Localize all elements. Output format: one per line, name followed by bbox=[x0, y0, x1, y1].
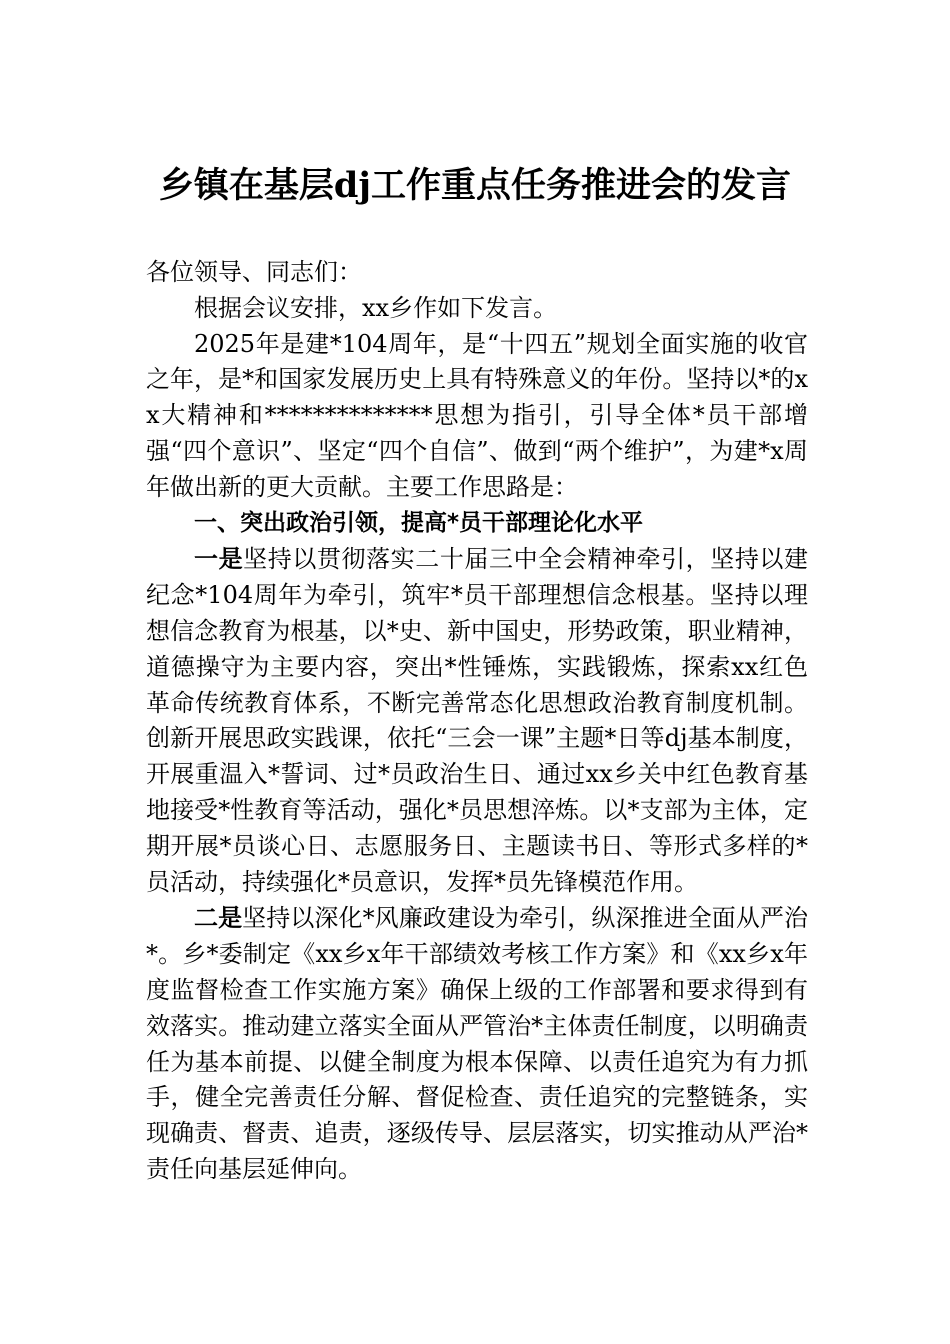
salutation: 各位领导、同志们： bbox=[146, 258, 362, 286]
section-heading: 一、突出政治引领，提高*员干部理论化水平 bbox=[194, 509, 644, 536]
point-one-lead: 一是 bbox=[194, 544, 244, 574]
point-one-paragraph bbox=[146, 541, 808, 900]
point-two-text: 坚持以深化*风廉政建设为牵引，纵深推进全面从严治*。乡*委制定《xx乡x年干部绩效考核工作方案》和《xx乡x年度监督检查工作实施方案》确保上级的工作部署和要求得到有效落实。推动建立落实全面从严管治*主体责任制度，以明确责任为基本前提、以健全制度为根本保障、以责任追究为有力抓手，健全完善责任分解、督促检查、责任追究的完整链条，实现确责、督责、追责，逐级传导、层层落实，切实推动从严治*责任向基层延伸向。 bbox=[146, 904, 809, 1183]
point-one-text: 坚持以贯彻落实二十届三中全会精神牵引，坚持以建纪念*104周年为牵引，筑牢*员干部理想信念根基。坚持以理想信念教育为根基，以*史、新中国史，形势政策，职业精神，道德操守为主要内容，突出*性锤炼，实践锻炼，探索xx红色革命传统教育体系，不断完善常态化思想政治教育制度机制。创新开展思政实践课，依托“三会一课”主题*日等dj基本制度，开展重温入*誓词、过*员政治生日、通过xx乡关中红色教育基地接受*性教育等活动，强化*员思想淬炼。以*支部为主体，定期开展*员谈心日、志愿服务日、主题读书日、等形式多样的*员活动，持续强化*员意识，发挥*员先锋模范作用。 bbox=[146, 545, 809, 896]
overview-paragraph: 2025年是建*104周年，是“十四五”规划全面实施的收官之年，是*和国家发展历史上具有特殊意义的年份。坚持以*的xx大精神和**************思想为指引，引导全体*员干部增强“四个意识”、坚定“四个自信”、做到“两个维护”，为建*x周年做出新的更大贡献。主要工作思路是： bbox=[146, 329, 808, 501]
document-title: 乡镇在基层dj工作重点任务推进会的发言 bbox=[158, 165, 792, 206]
point-two-lead: 二是 bbox=[194, 903, 243, 933]
intro-paragraph: 根据会议安排，xx乡作如下发言。 bbox=[194, 293, 558, 322]
document-body bbox=[146, 255, 808, 1188]
point-two-paragraph bbox=[146, 900, 808, 1187]
